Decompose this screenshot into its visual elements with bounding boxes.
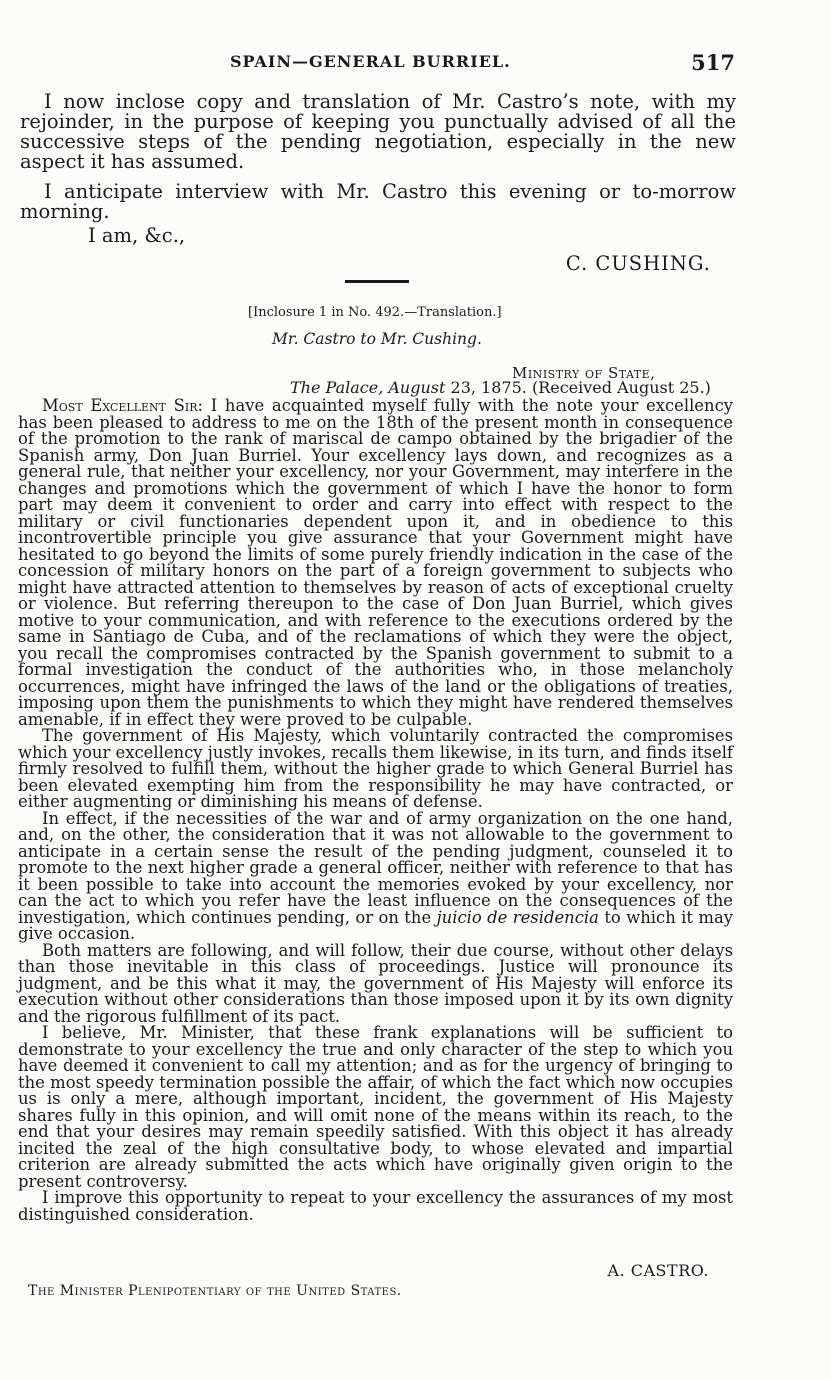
- inclosure-paragraph: Most Excellent Sir: I have acquainted myself fully with the note your excellency has been pleased to address to me on the 18th of the present month in consequence of the promotion to the rank of mariscal de campo obtained by the brigadier of the Spanish army, Don Juan Burriel. Your excellency lays down, and recognizes as a general rule, that neither your excellency, nor your Government, may interfere in the changes and promotions which the government of which I have the honor to form part may deem it convenient to order and carry into effect with respect to the military or civil functionaries dependent upon it, and in obedience to this incontrovertible principle you give assurance that your Government might have hesitated to go beyond the limits of some purely friendly indication in the case of the concession of military honors on the part of a foreign government to subjects who might have attracted attention to themselves by reason of acts of exceptional cruelty or violence. But referring thereupon to the case of Don Juan Burriel, which gives motive to your communication, and with reference to the executions ordered by the same in Santiago de Cuba, and of the reclamations of which they were the object, you recall the compromises contracted by the Spanish government to submit to a formal investigation the conduct of the authorities who, in those melancholy occurrences, might have infringed the laws of the land or the obligations of treaties, imposing upon them the punishments to which they might have rendered themselves amenable, if in effect they were proved to be culpable.: [18, 396, 734, 729]
- inclosure-caption: [Inclosure 1 in No. 492.—Translation.]: [248, 305, 502, 320]
- inclosure-paragraph: Both matters are following, and will follow, their due course, without other delays than those inevitable in this class of proceedings. Justice will pronounce its judgment, and be this what it may, the government of His Majesty will enforce its execution without other considerations than those imposed upon it by its own dignity and the rigorous fulfillment of its pact.: [18, 940, 733, 1026]
- dateline-received: (Received August 25.): [531, 378, 711, 397]
- recipient-line: The Minister Plenipotentiary of the United States.: [28, 1283, 402, 1299]
- inclosure-body: [18, 398, 733, 1223]
- dateline-date: 23, 1875.: [450, 378, 527, 397]
- letter-signature: C. CUSHING.: [565, 252, 711, 275]
- ministry-line: Ministry of State,: [512, 364, 656, 382]
- inclosure-paragraph: The government of His Majesty, which voluntarily contracted the compromises which your excellency justly invokes, recalls them likewise, in its turn, and finds itself firmly resolved to fulfill them, without the higher grade to which General Burriel has been elevated exempting him from the responsibility he may have contracted, or either augmenting or diminishing his means of defense.: [18, 726, 733, 811]
- salutation: Most Excellent Sir:: [42, 396, 204, 415]
- inclosure-address: Mr. Castro to Mr. Cushing.: [272, 330, 482, 348]
- inclosure-signature: A. CASTRO.: [607, 1261, 709, 1280]
- italic-term: juicio de residencia: [436, 907, 599, 927]
- letter-closing: I am, &c.,: [88, 224, 186, 247]
- page-number: 517: [691, 50, 735, 75]
- section-divider: [345, 280, 409, 283]
- letter-paragraph-2: I anticipate interview with Mr. Castro this evening or to-morrow morning.: [20, 180, 736, 223]
- running-title: SPAIN—GENERAL BURRIEL.: [230, 52, 511, 71]
- dateline-place: The Palace, August: [290, 378, 446, 397]
- letter-paragraph-1: I now inclose copy and translation of Mr. Castro’s note, with my rejoinder, in the purpose of keeping you punctually advised of all the successive steps of the pending negotiation, especially in the new aspect it has assumed.: [20, 90, 736, 173]
- dateline: [290, 378, 711, 397]
- inclosure-paragraph: I believe, Mr. Minister, that these frank explanations will be sufficient to demonstrate to your excellency the true and only character of the step to which you have deemed it convenient to call my attention; and as for the urgency of bringing to the most speedy termination possible the affair, of which the fact which now occupies us is only a mere, although important, incident, the government of His Majesty shares fully in this opinion, and will omit none of the means within its reach, to the end that your desires may remain speedily satisfied. With this object it has already incited the zeal of the high consultative body, to whose elevated and impartial criterion are already submitted the acts which have originally given origin to the present controversy.: [18, 1023, 733, 1191]
- inclosure-paragraph: In effect, if the necessities of the war and of army organization on the one hand, and, on the other, the consideration that it was not allowable to the government to anticipate in a certain sense the result of the pending judgment, counseled it to promote to the next higher grade a general officer, neither with reference to that has it been possible to take into account the memories evoked by your excellency, nor can the act to which you refer have the least influence on the consequences of the investigation, which continues pending, or on the juicio de residencia to which it may give occasion.: [18, 808, 733, 943]
- inclosure-paragraph: I improve this opportunity to repeat to your excellency the assurances of my most distinguished consideration.: [18, 1188, 733, 1224]
